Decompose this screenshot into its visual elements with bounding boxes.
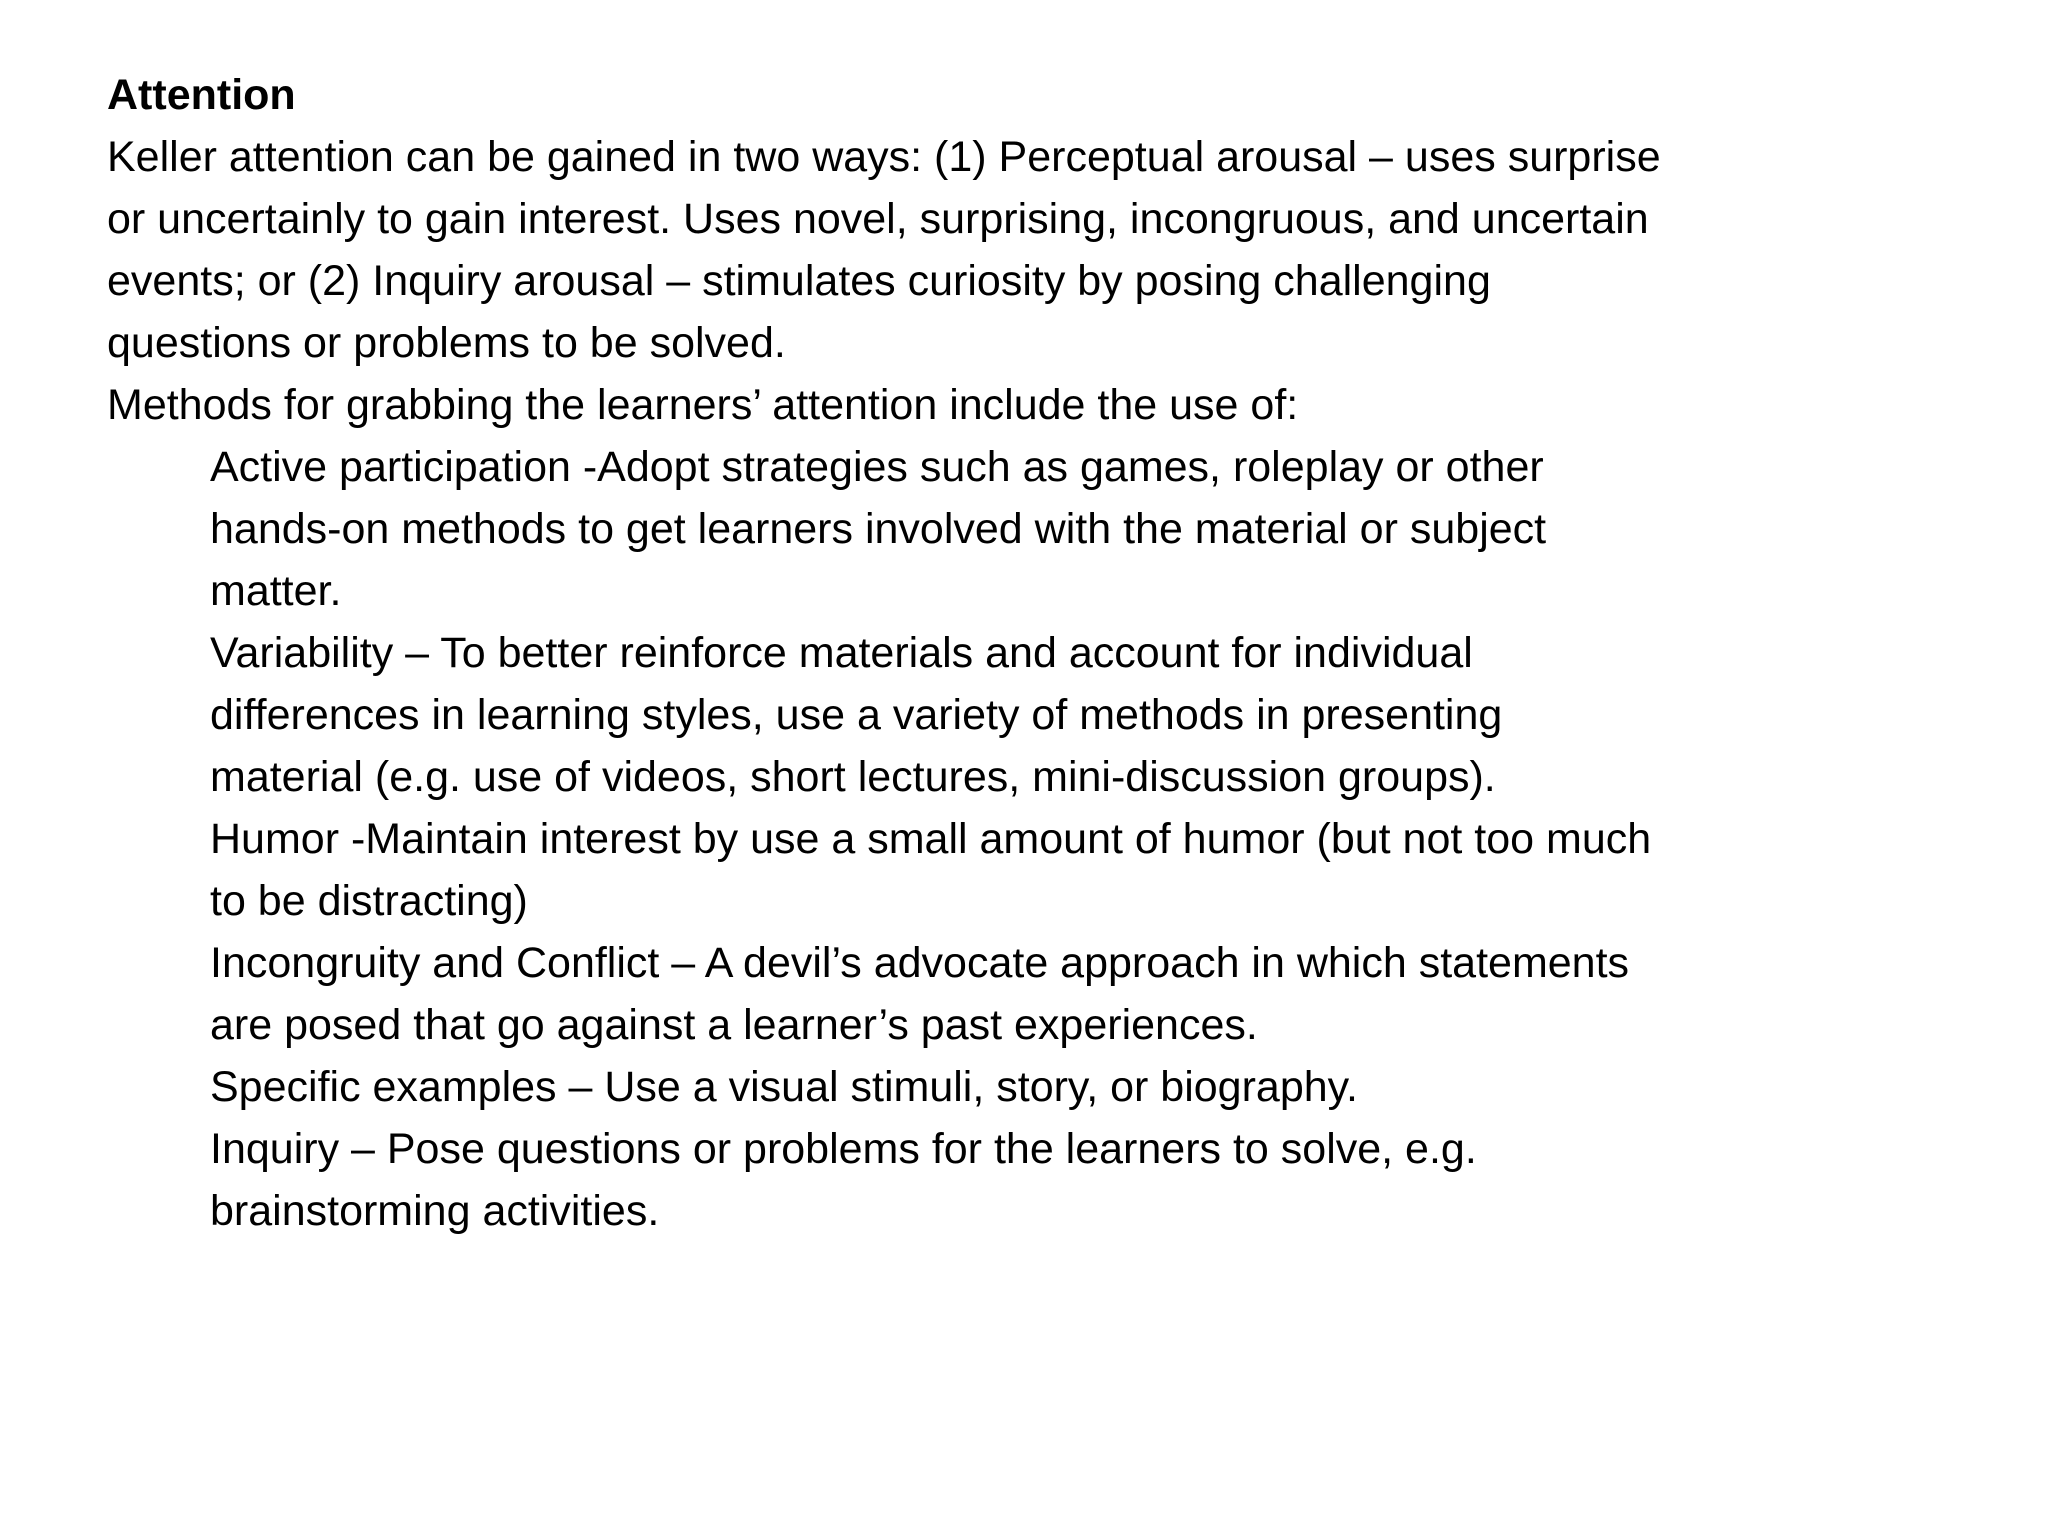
slide-content bbox=[107, 64, 1667, 1242]
intro-paragraph: Keller attention can be gained in two ways: (1) Perceptual arousal – uses surprise or uncertainly to gain interest. Uses novel, surprising, incongruous, and uncertain events; or (2) Inquiry arousal – stimulates curiosity by posing challenging questions or problems to be solved. bbox=[107, 133, 1661, 367]
methods-intro: Methods for grabbing the learners’ attention include the use of: bbox=[107, 381, 1299, 429]
list-item-incongruity-conflict: Incongruity and Conflict – A devil’s advocate approach in which statements are posed that go against a learner’s past experiences. bbox=[210, 939, 1630, 1049]
methods-list bbox=[107, 436, 1667, 1242]
list-item-inquiry: Inquiry – Pose questions or problems for the learners to solve, e.g. brainstorming activities. bbox=[210, 1125, 1477, 1235]
list-item-specific-examples: Specific examples – Use a visual stimuli, story, or biography. bbox=[210, 1063, 1358, 1111]
list-item-variability: Variability – To better reinforce materials and account for individual differences in learning styles, use a variety of methods in presenting material (e.g. use of videos, short lectures, mini-discussion groups). bbox=[210, 629, 1503, 801]
list-item-active-participation: Active participation -Adopt strategies such as games, roleplay or other hands-on methods to get learners involved with the material or subject matter. bbox=[210, 443, 1547, 615]
slide-heading: Attention bbox=[107, 71, 296, 119]
list-item-humor: Humor -Maintain interest by use a small amount of humor (but not too much to be distracting) bbox=[210, 815, 1652, 925]
